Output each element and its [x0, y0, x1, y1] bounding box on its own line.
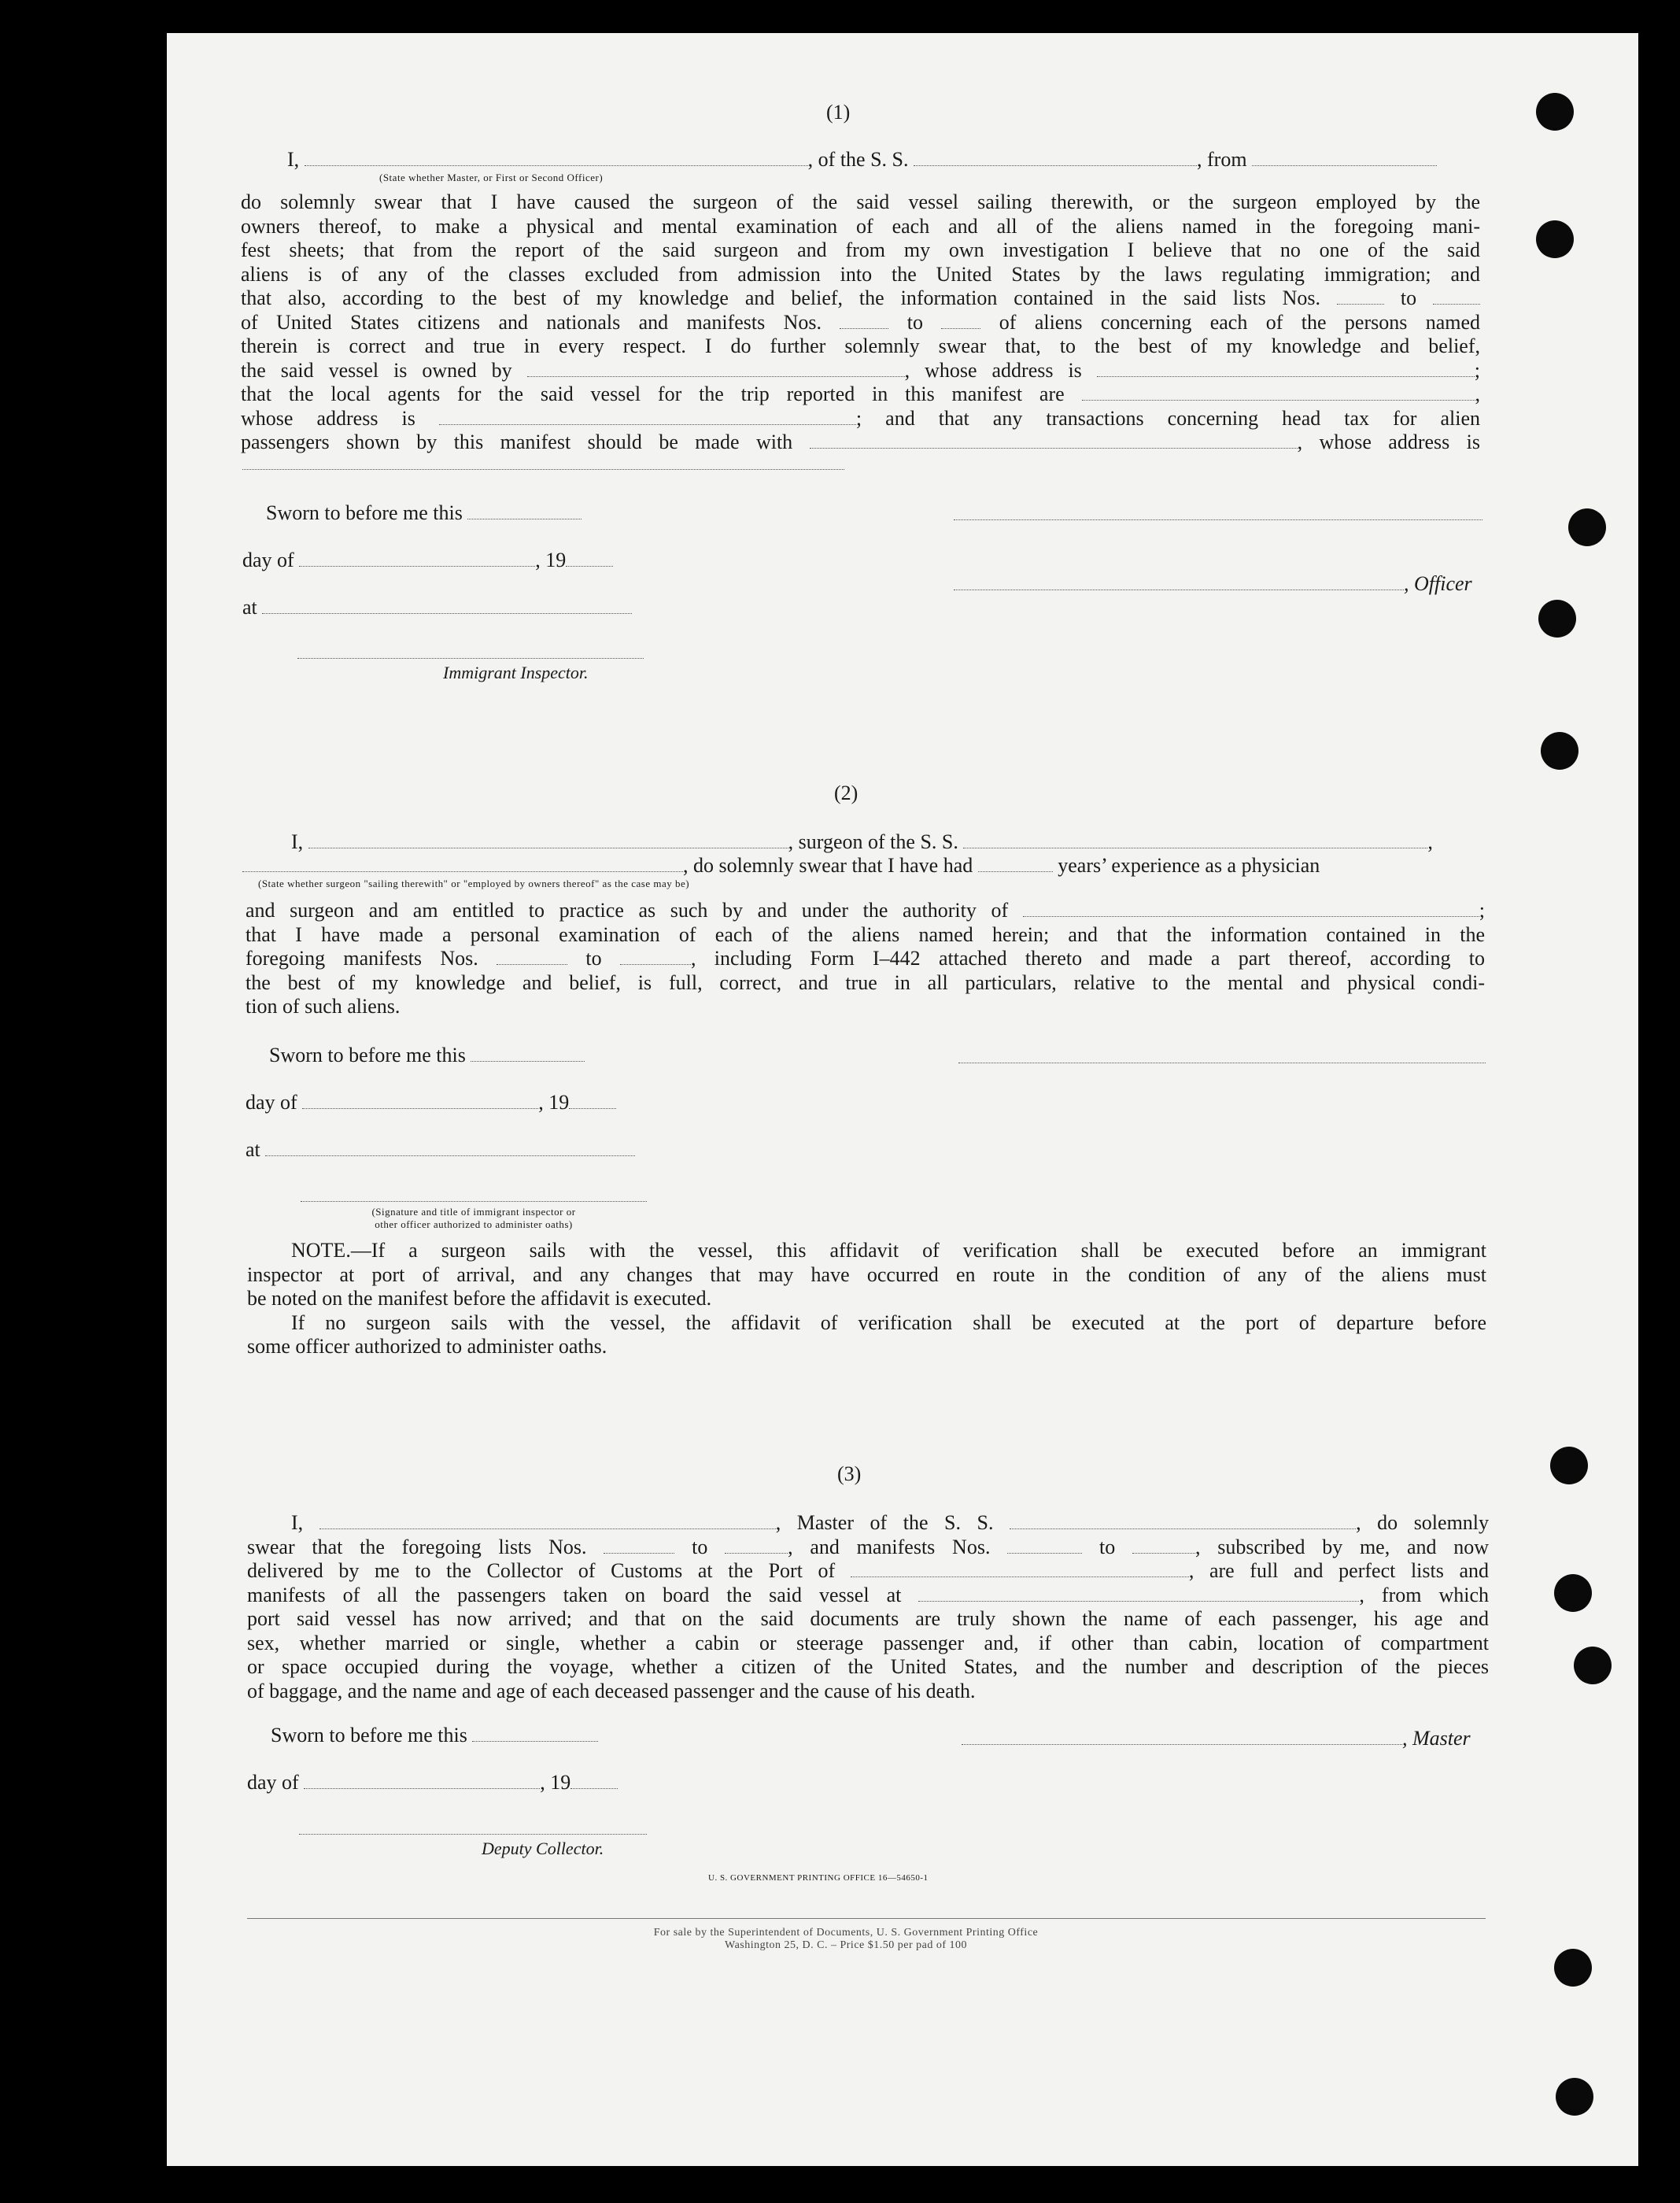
oath-line — [247, 1584, 1489, 1608]
port-field[interactable] — [851, 1559, 1189, 1577]
from-which-label: , from which — [1359, 1583, 1490, 1606]
oath-line: port said vessel has now arrived; and that on the said documents are truly shown the name of each passenger, his age and — [247, 1607, 1489, 1630]
oath-line — [241, 407, 1480, 431]
lists-to-field[interactable] — [1433, 286, 1480, 305]
punch-hole — [1554, 1949, 1592, 1987]
authority-field[interactable] — [1023, 899, 1479, 917]
head-tax-address-field[interactable] — [242, 469, 844, 470]
punch-hole — [1568, 508, 1606, 546]
master-signature-line — [962, 1727, 1471, 1750]
form-label: , including Form I–442 attached thereto and made a part thereof, according to — [690, 947, 1486, 970]
label-i: I, — [287, 148, 300, 171]
year-field[interactable] — [566, 549, 613, 567]
place-field[interactable] — [265, 1138, 635, 1156]
lists-from-field[interactable] — [604, 1536, 674, 1554]
oath-line — [247, 1559, 1489, 1584]
punct: ; — [1474, 358, 1480, 382]
signature-note-line: other officer authorized to administer oaths) — [375, 1218, 573, 1230]
year-prefix: , 19 — [535, 549, 567, 571]
to-label: to — [692, 1535, 708, 1558]
surgeon-status-field[interactable] — [242, 854, 683, 872]
years-label: years’ experience as a physician — [1058, 854, 1320, 877]
deputy-signature-field[interactable] — [299, 1834, 647, 1835]
to-label: to — [906, 310, 923, 334]
punch-hole — [1536, 220, 1574, 258]
owner-label: the said vessel is owned by — [241, 358, 512, 382]
manifests-from-field[interactable] — [1007, 1536, 1082, 1554]
sworn-label — [271, 1724, 598, 1747]
inspector-signature-field[interactable] — [301, 1201, 647, 1202]
at-line — [246, 1138, 635, 1162]
agents-label: that the local agents for the said vessel for the trip reported in this manifest are — [241, 383, 1065, 405]
at-text: at — [246, 1138, 260, 1161]
master-paragraph — [247, 1511, 1489, 1703]
punch-hole — [1554, 1574, 1592, 1612]
label-i: I, — [291, 830, 304, 853]
year-field[interactable] — [570, 1771, 618, 1789]
lists-label: swear that the foregoing lists Nos. — [247, 1535, 587, 1558]
ship-name-field[interactable] — [963, 830, 1427, 848]
aliens-label: of aliens concerning each of the persons named — [999, 310, 1481, 334]
at-text: at — [242, 596, 257, 619]
footer-rule — [247, 1918, 1486, 1919]
at-line — [242, 596, 632, 619]
note-line: some officer authorized to administer oaths. — [247, 1335, 607, 1358]
oath-line: aliens is of any of the classes excluded from admission into the United States by the laws regulating immigration; and — [241, 262, 1480, 286]
sworn-label — [266, 501, 582, 525]
authority-label: and surgeon and am entitled to practice as such by and under the authority of — [246, 899, 1009, 922]
sworn-date-field[interactable] — [467, 501, 582, 519]
oath-line — [247, 1536, 1489, 1560]
oath-line: that the local agents for the said vessel for the trip reported in this manifest are , — [241, 383, 1481, 405]
oath-line: tion of such aliens. — [246, 995, 401, 1018]
years-field[interactable] — [978, 854, 1053, 872]
day-of-text: day of — [247, 1771, 299, 1794]
oath-line — [241, 311, 1480, 335]
manifests-label: of United States citizens and nationals and manifests Nos. — [241, 310, 822, 334]
day-of-line — [242, 549, 613, 572]
owner-field[interactable] — [527, 359, 905, 377]
oath-line: of baggage, and the name and age of each deceased passenger and the cause of his death. — [247, 1679, 976, 1702]
agents-address-field[interactable] — [439, 407, 856, 425]
punch-hole — [1541, 732, 1578, 770]
year-prefix: , 19 — [538, 1091, 570, 1114]
master-name-field[interactable] — [319, 1511, 776, 1529]
manifests-label: , and manifests Nos. — [788, 1535, 991, 1558]
manifests-label: foregoing manifests Nos. — [246, 947, 478, 970]
boarding-port-field[interactable] — [918, 1584, 1359, 1602]
surgeon-status-note: (State whether surgeon "sailing therewith" or "employed by owners thereof" as the case may be) — [258, 878, 690, 889]
oath-line: fest sheets; that from the report of the said surgeon and from my own investigation I believe that no one of the said — [241, 238, 1480, 261]
lists-to-field[interactable] — [725, 1536, 788, 1554]
signature-field[interactable] — [954, 519, 1482, 520]
master-signature-field[interactable] — [962, 1727, 1402, 1745]
deputy-label: Deputy Collector. — [482, 1839, 604, 1858]
manifests-from-field[interactable] — [840, 311, 888, 329]
punch-hole — [1536, 93, 1574, 131]
master-label: , Master — [1402, 1727, 1471, 1750]
oath-line — [247, 1511, 1489, 1536]
manifests-to-field[interactable] — [620, 947, 691, 965]
month-field[interactable] — [299, 549, 535, 567]
printing-office-line: U. S. GOVERNMENT PRINTING OFFICE 16—54650-1 — [708, 1873, 929, 1883]
surgeon-line-1: I, , surgeon of the S. S. , — [291, 830, 1433, 853]
to-label: to — [1098, 1535, 1116, 1558]
oath-line — [246, 947, 1485, 971]
head-tax-contact-field[interactable] — [810, 431, 1298, 449]
day-of-text: day of — [242, 549, 294, 571]
month-field[interactable] — [302, 1091, 538, 1109]
year-field[interactable] — [569, 1091, 616, 1109]
sworn-date-field[interactable] — [472, 1724, 598, 1742]
punch-hole — [1538, 600, 1576, 638]
day-of-line — [247, 1771, 618, 1795]
agents-field[interactable] — [1082, 383, 1475, 401]
lists-from-field[interactable] — [1337, 286, 1384, 305]
ship-name-field[interactable] — [1010, 1511, 1356, 1529]
place-field[interactable] — [262, 596, 632, 614]
footer-line: For sale by the Superintendent of Documents, U. S. Government Printing Office — [653, 1927, 1039, 1939]
sworn-label — [269, 1044, 585, 1067]
ship-name-field[interactable] — [914, 148, 1197, 166]
surgeon-line-2 — [242, 854, 1320, 878]
officer-signature-field[interactable] — [954, 572, 1404, 590]
day-of-text: day of — [246, 1091, 297, 1114]
officer-label: , Officer — [1404, 572, 1472, 595]
manifests-to-field[interactable] — [941, 311, 980, 329]
year-prefix: , 19 — [540, 1771, 571, 1794]
to-label: to — [585, 947, 602, 970]
rank-note: (State whether Master, or First or Second Officer) — [379, 172, 604, 183]
address-label: , whose address is — [904, 358, 1082, 382]
inspector-signature-field[interactable] — [297, 658, 644, 659]
address-label: , whose address is — [1297, 431, 1481, 453]
punch-hole — [1556, 2078, 1593, 2116]
solemnly-label: , do solemnly — [1356, 1511, 1490, 1534]
experience-label: , do solemnly swear that I have had — [683, 854, 973, 877]
affiant-line — [287, 148, 1437, 172]
oath-line: do solemnly swear that I have caused the surgeon of the said vessel sailing therewith, or the surgeon employed by the — [241, 190, 1480, 213]
manifests-from-field[interactable] — [497, 947, 567, 965]
boarded-at-label: manifests of all the passengers taken on board the said vessel at — [247, 1583, 902, 1606]
to-label: to — [1400, 286, 1417, 309]
from-port-field[interactable] — [1252, 148, 1437, 166]
signature-note-line: (Signature and title of immigrant inspector or — [371, 1206, 576, 1218]
manifests-to-field[interactable] — [1132, 1536, 1195, 1554]
surgeon-paragraph — [246, 899, 1485, 1019]
note-paragraph — [247, 1239, 1486, 1359]
oath-line: and surgeon and am entitled to practice as such by and under the authority of ; — [246, 899, 1486, 922]
inspector-label: Immigrant Inspector. — [443, 663, 589, 682]
label-of-ss: , of the S. S. — [807, 148, 909, 171]
officer-line — [954, 572, 1472, 596]
note-line: NOTE.—If a surgeon sails with the vessel, this affidavit of verification shall be executed before an immigrant — [291, 1239, 1486, 1262]
subscribed-label: , subscribed by me, and now — [1194, 1535, 1490, 1558]
oath-line: or space occupied during the voyage, whether a citizen of the United States, and the number and description of the pieces — [247, 1655, 1489, 1678]
port-label: delivered by me to the Collector of Customs at the Port of — [247, 1559, 836, 1582]
head-tax-label: ; and that any transactions concerning head tax for alien — [855, 406, 1480, 430]
sworn-date-field[interactable] — [471, 1044, 585, 1062]
note-line: inspector at port of arrival, and any changes that may have occurred en route in the condition of any of the aliens must — [247, 1262, 1486, 1286]
owner-address-field[interactable] — [1097, 359, 1475, 377]
label-from: , from — [1197, 148, 1247, 171]
punch-hole — [1574, 1647, 1612, 1684]
oath-line — [241, 431, 1480, 455]
day-of-line — [246, 1091, 616, 1114]
sworn-text: Sworn to before me this — [266, 501, 463, 524]
sworn-text: Sworn to before me this — [271, 1724, 467, 1747]
month-field[interactable] — [304, 1771, 540, 1789]
oath-paragraph — [241, 190, 1480, 455]
oath-line — [241, 286, 1480, 311]
punch-hole — [1550, 1447, 1588, 1484]
oath-line — [241, 359, 1480, 383]
note-line: be noted on the manifest before the affidavit is executed. — [247, 1287, 712, 1310]
footer-text — [551, 1927, 1141, 1952]
oath-line: that I have made a personal examination of each of the aliens named herein; and that the information contained in the — [246, 922, 1485, 946]
oath-line: sex, whether married or single, whether a cabin or steerage passenger and, if other than cabin, location of compartment — [247, 1631, 1489, 1654]
surgeon-name-field[interactable] — [308, 830, 788, 848]
oath-line: the best of my knowledge and belief, is full, correct, and true in all particulars, relative to the mental and physical condi- — [246, 970, 1485, 994]
officer-name-field[interactable] — [305, 148, 808, 166]
section-1-heading: (1) — [826, 101, 851, 124]
address-label: whose address is — [241, 406, 415, 430]
sworn-text: Sworn to before me this — [269, 1044, 466, 1066]
section-3-heading: (3) — [837, 1462, 862, 1485]
label-i: I, — [291, 1511, 304, 1534]
master-of-ss-label: , Master of the S. S. — [775, 1511, 994, 1534]
footer-line: Washington 25, D. C. – Price $1.50 per pad of 100 — [725, 1939, 967, 1951]
head-tax-contact-label: passengers shown by this manifest should be made with — [241, 431, 793, 453]
oath-line: owners thereof, to make a physical and mental examination of each and all of the aliens named in the foregoing mani- — [241, 214, 1480, 238]
signature-note — [301, 1206, 647, 1231]
full-lists-label: , are full and perfect lists and — [1188, 1559, 1490, 1582]
oath-line: therein is correct and true in every respect. I do further solemnly swear that, to the best of my knowledge and belief, — [241, 335, 1480, 357]
lists-label: that also, according to the best of my knowledge and belief, the information contained in the said lists Nos. — [241, 286, 1321, 309]
section-2-heading: (2) — [834, 782, 858, 804]
surgeon-of-ss-label: , surgeon of the S. S. — [788, 830, 958, 853]
note-line: If no surgeon sails with the vessel, the affidavit of verification shall be executed at the port of departure before — [291, 1310, 1486, 1334]
